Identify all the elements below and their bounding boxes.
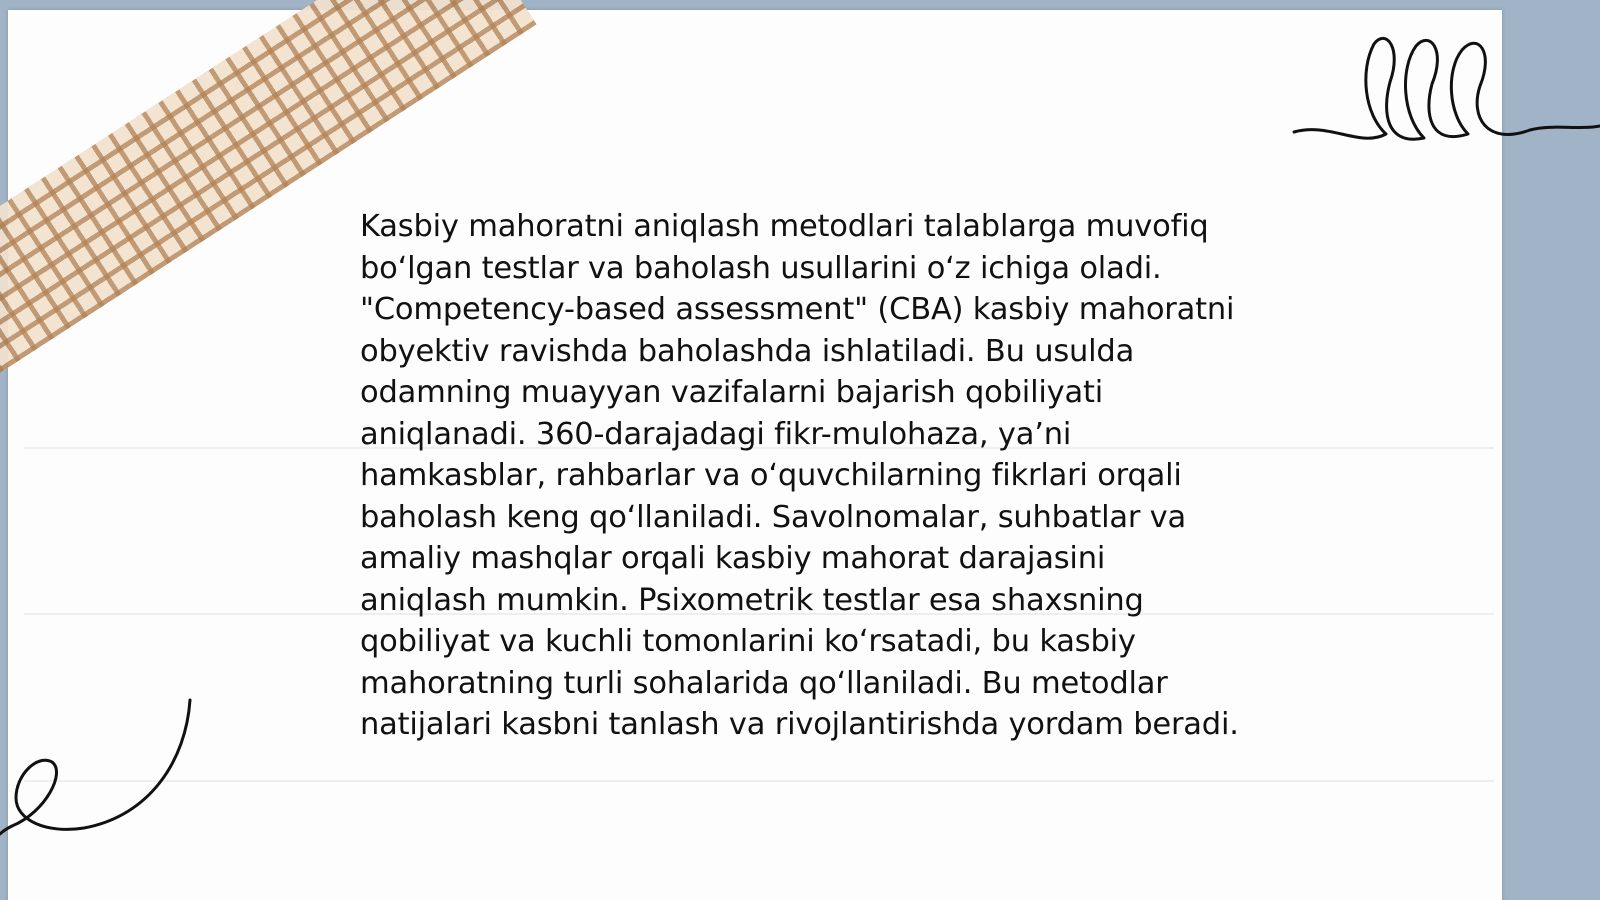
paper-rule-line — [24, 780, 1494, 782]
loop-scribble-icon — [1290, 30, 1600, 160]
swirl-scribble-icon — [0, 690, 200, 850]
slide-paragraph: Kasbiy mahoratni aniqlash metodlari talablarga muvofiq bo‘lgan testlar va baholash usullarini o‘z ichiga oladi. "Competency-based assessment" (CBA) kasbiy mahoratni obyektiv ravishda baholashda ishlatiladi. Bu usulda odamning muayyan vazifalarni bajarish qobiliyati aniqlanadi. 360-darajadagi fikr-mulohaza, ya’ni hamkasblar, rahbarlar va o‘quvchilarning fikrlari orqali baholash keng qo‘llaniladi. Savolnomalar, suhbatlar va amaliy mashqlar orqali kasbiy mahorat darajasini aniqlash mumkin. Psixometrik testlar esa shaxsning qobiliyat va kuchli tomonlarini ko‘rsatadi, bu kasbiy mahoratning turli sohalarida qo‘llaniladi. Bu metodlar natijalari kasbni tanlash va rivojlantirishda yordam beradi. — [360, 209, 1239, 742]
